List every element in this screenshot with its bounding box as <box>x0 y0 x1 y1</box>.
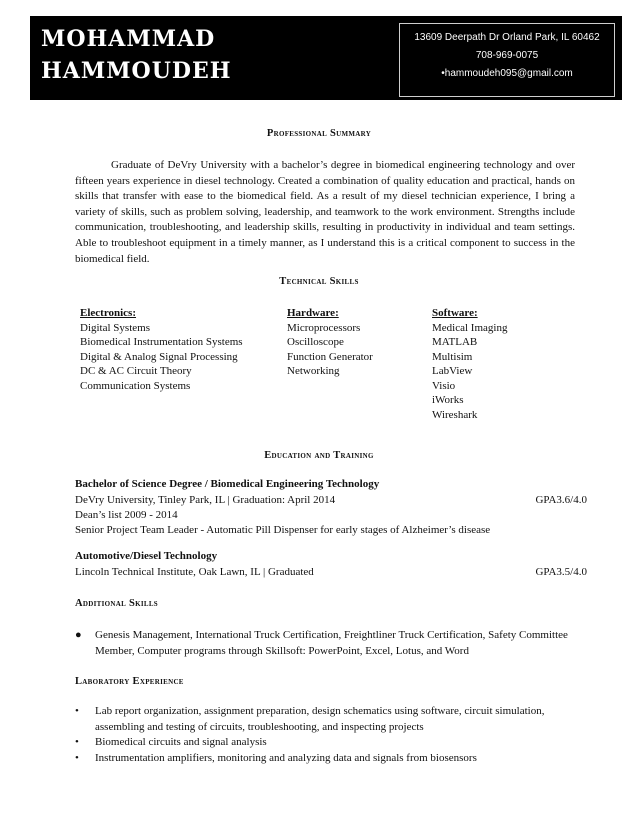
skills-hardware-column <box>287 306 373 379</box>
list-item <box>75 628 590 659</box>
degree-2-gpa: GPA3.5/4.0 <box>535 566 587 578</box>
skill-item: MATLAB <box>432 336 478 348</box>
degree-2-school: Lincoln Technical Institute, Oak Lawn, IL | Graduated <box>75 566 314 578</box>
contact-box <box>399 23 615 97</box>
skill-item: Oscilloscope <box>287 336 344 348</box>
degree-1-gpa: GPA3.6/4.0 <box>535 494 587 506</box>
bullet-icon: ● <box>75 629 82 641</box>
bullet-icon: • <box>75 705 79 717</box>
laboratory-experience-title: Laboratory Experience <box>75 676 184 687</box>
list-item <box>75 751 590 767</box>
professional-summary-title: Professional Summary <box>266 128 372 139</box>
electronics-heading: Electronics: <box>80 307 137 319</box>
bullet-icon: • <box>75 736 79 748</box>
header-banner <box>30 16 622 100</box>
skill-item: Communication Systems <box>80 379 191 392</box>
skill-item: Digital & Analog Signal Processing <box>80 350 238 363</box>
skill-item: Medical Imaging <box>432 321 508 334</box>
bullet-icon: • <box>75 751 79 764</box>
skill-item: iWorks <box>432 394 464 406</box>
laboratory-experience-list <box>75 704 590 766</box>
skill-item: Multisim <box>432 350 473 363</box>
software-heading: Software: <box>432 307 478 319</box>
skills-software-column <box>432 306 507 422</box>
contact-phone: 708-969-0075 <box>475 50 539 61</box>
additional-skills-title: Additional Skills <box>75 598 158 609</box>
list-item-text: Genesis Management, International Truck Certification, Freightliner Truck Certification, Safety Committee Member, Computer programs through Skillsoft: PowerPoint, Excel, Lotus, and Word <box>95 629 568 657</box>
degree-2-school-row <box>75 564 587 580</box>
professional-summary-body <box>75 158 575 267</box>
skill-item: Wireshark <box>432 408 478 421</box>
senior-project: Senior Project Team Leader - Automatic Pill Dispenser for early stages of Alzheimer’s disease <box>75 524 491 536</box>
hardware-heading: Hardware: <box>287 307 339 319</box>
list-item <box>75 735 590 751</box>
degree-1-school: DeVry University, Tinley Park, IL | Graduation: April 2014 <box>75 494 336 506</box>
degree-2-name: Automotive/Diesel Technology <box>75 550 218 562</box>
list-item <box>75 704 590 735</box>
skill-item: LabView <box>432 365 473 377</box>
technical-skills-title: Technical Skills <box>279 276 359 287</box>
contact-address: 13609 Deerpath Dr Orland Park, IL 60462 <box>414 32 600 43</box>
list-item-text: Instrumentation amplifiers, monitoring and analyzing data and signals from biosensors <box>95 751 477 764</box>
list-item-text: Lab report organization, assignment preparation, design schematics using software, circuit simulation, assembling and testing of circuits, troubleshooting, and inspecting projects <box>95 705 545 733</box>
additional-skills-list <box>75 628 590 659</box>
name-line-first: MOHAMMAD <box>41 26 216 52</box>
skill-item: Digital Systems <box>80 321 150 334</box>
education-title: Education and Training <box>264 450 374 461</box>
applicant-name <box>41 23 232 87</box>
contact-email: •hammoudeh095@gmail.com <box>441 68 573 79</box>
skill-item: Visio <box>432 379 456 392</box>
summary-text: Graduate of DeVry University with a bachelor’s degree in biomedical engineering technology and over fifteen years experience in diesel technology. Created a combination of quality education and practical, hands on skills that transfer with ease to the biomedical field. As a result of my diesel technician experience, I bring a variety of skills, such as problem solving, leadership, and teamwork to the work environment. Strengths include communication, troubleshooting, and leadership skills, resulting in productivity in individual and team settings. Able to troubleshoot equipment in a timely manner, as I understand this is a critical component to success in the biomedical field. <box>75 159 575 265</box>
skill-item: DC & AC Circuit Theory <box>80 365 192 377</box>
skill-item: Function Generator <box>287 350 373 363</box>
degree-1-school-row <box>75 492 587 508</box>
skills-electronics-column <box>80 306 243 393</box>
name-line-last: HAMMOUDEH <box>41 58 232 84</box>
list-item-text: Biomedical circuits and signal analysis <box>95 736 267 748</box>
skill-item: Networking <box>287 365 340 377</box>
degree-1-name: Bachelor of Science Degree / Biomedical Engineering Technology <box>75 478 380 490</box>
deans-list: Dean’s list 2009 - 2014 <box>75 509 178 521</box>
skill-item: Biomedical Instrumentation Systems <box>80 336 243 348</box>
skill-item: Microprocessors <box>287 321 361 334</box>
